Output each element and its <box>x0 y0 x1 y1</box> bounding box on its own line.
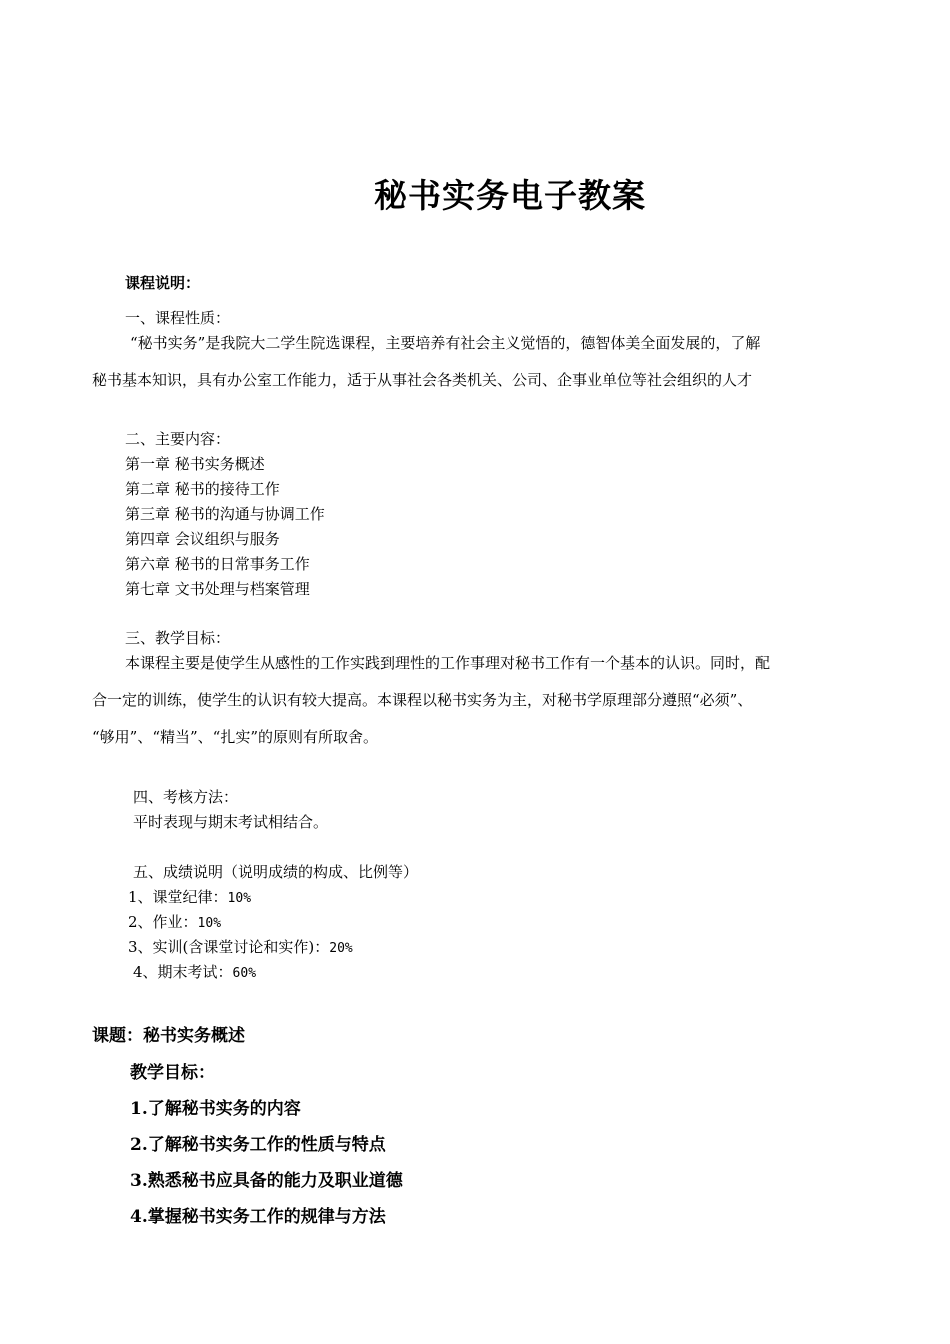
chapter-item: 第七章 文书处理与档案管理 <box>125 580 310 598</box>
section5-heading: 五、成绩说明（说明成绩的构成、比例等） <box>133 863 419 881</box>
grade-item-value: 10% <box>197 916 222 931</box>
chapter-item: 第一章 秘书实务概述 <box>125 455 265 473</box>
objectives-heading: 教学目标： <box>130 1063 215 1083</box>
document-title: 秘书实务电子教案 <box>374 176 646 215</box>
section1-line1: “秘书实务”是我院大二学生院选课程，主要培养有社会主义觉悟的，德智体美全面发展的，了解 <box>130 334 761 352</box>
chapter-item: 第三章 秘书的沟通与协调工作 <box>125 505 325 523</box>
grade-item <box>133 962 256 984</box>
grade-item-value: 10% <box>227 891 252 906</box>
section1-line2: 秘书基本知识，具有办公室工作能力，适于从事社会各类机关、公司、企事业单位等社会组织的人才 <box>92 371 753 389</box>
objective-item: 1.了解秘书实务的内容 <box>130 1099 301 1119</box>
grade-item <box>128 937 353 959</box>
grade-item-label: 4、期末考试： <box>133 963 233 981</box>
section4-heading: 四、考核方法： <box>133 788 239 806</box>
course-intro-heading: 课程说明： <box>125 274 201 292</box>
topic-heading: 课题：秘书实务概述 <box>92 1026 245 1046</box>
grade-item-label: 3、实训(含课堂讨论和实作)： <box>128 938 330 956</box>
section3-line1: 本课程主要是使学生从感性的工作实践到理性的工作事理对秘书工作有一个基本的认识。同时，配 <box>125 654 771 672</box>
grade-item-label: 2、作业： <box>128 913 198 931</box>
section4-line1: 平时表现与期末考试相结合。 <box>133 813 329 831</box>
objective-item: 4.掌握秘书实务工作的规律与方法 <box>130 1207 386 1227</box>
section3-heading: 三、教学目标： <box>125 629 231 647</box>
objective-item: 3.熟悉秘书应具备的能力及职业道德 <box>130 1171 403 1191</box>
section2-heading: 二、主要内容： <box>125 430 231 448</box>
grade-item <box>128 912 221 934</box>
section3-line2: 合一定的训练，使学生的认识有较大提高。本课程以秘书实务为主，对秘书学原理部分遵照“必须”、 <box>92 691 753 709</box>
chapter-item: 第二章 秘书的接待工作 <box>125 480 280 498</box>
grade-item-value: 20% <box>329 941 353 956</box>
grade-item-label: 1、课堂纪律： <box>128 888 228 906</box>
chapter-item: 第六章 秘书的日常事务工作 <box>125 555 310 573</box>
section1-heading: 一、课程性质： <box>125 309 231 327</box>
grade-item-value: 60% <box>232 966 257 981</box>
grade-item <box>128 887 251 909</box>
chapter-item: 第四章 会议组织与服务 <box>125 530 280 548</box>
objective-item: 2.了解秘书实务工作的性质与特点 <box>130 1135 386 1155</box>
section3-line3: “够用”、“精当”、“扎实”的原则有所取舍。 <box>92 728 379 746</box>
